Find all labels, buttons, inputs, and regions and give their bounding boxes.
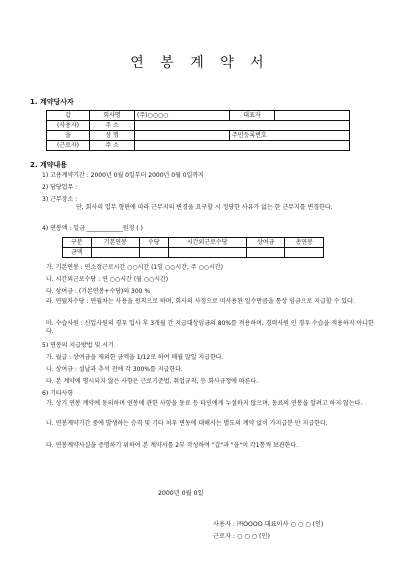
salary-cell: [246, 248, 285, 258]
section-contract-heading: 2. 계약내용: [30, 161, 68, 169]
location: 3) 근무장소 :: [42, 196, 78, 203]
salary-note-probation: 마. 수습사원 : 신입사원의 경우 입사 후 3개월 간 지급대상임금의 80%를 적용하며, 경력사원 인 경우 수습을 적용하지 아니한다.: [46, 320, 374, 335]
salary-note-base: 가. 기본연봉 : 연소정근로시간 ○○시간 (1일 ○○시간, 주 ○○시간): [46, 264, 223, 271]
duty: 2) 담당업무 :: [42, 184, 78, 191]
other-heading: 6) 기타사항: [42, 390, 74, 397]
parties-table: [46, 110, 350, 151]
contract-date: 2000년 0월 0일: [158, 490, 204, 497]
payment-note-other: 다. 본 계약에 명시되지 않은 사항은 근로기준법, 취업규칙, 등 회사규정에 따른다.: [46, 378, 259, 385]
salary-header-base: 기본연봉: [91, 238, 139, 248]
salary-header-total: 총연봉: [285, 238, 324, 248]
salary-cell: [168, 248, 246, 258]
employee-name-value: [135, 131, 230, 141]
employee-label-top: 을: [47, 131, 90, 141]
salary-row-label: 금액: [63, 248, 92, 258]
representative-label: 대표자: [230, 111, 275, 121]
company-name-label: 회사명: [90, 111, 135, 121]
contract-period: 1) 고용계약기간 : 2000년 0월 0일부터 2000년 0월 0일까지: [42, 172, 204, 179]
payment-note-bonus: 나. 상여금 : 설날과 추석 전에 각 300%를 지급한다.: [46, 366, 183, 373]
location-note: 단, 회사의 업무 형편에 따라 근무지의 변경을 요구할 시 정당한 사유가 없는 한 근무지를 변경한다.: [76, 204, 333, 211]
payment-heading: 5) 연봉의 지급방법 및 시기: [42, 342, 114, 349]
employee-signature-line: 근로자 : ○ ○ ○ (인): [213, 533, 270, 540]
salary-cell: [140, 248, 169, 258]
salary-cell: [91, 248, 139, 258]
employer-label-top: 갑: [47, 111, 90, 121]
representative-value: [275, 111, 350, 121]
other-note-provisional: 나. 연봉계약기간 중에 발생하는 승격 및 기타 처우 변동에 대해서는 별도의 계약 없이 가지급분 만 지급한다.: [46, 420, 328, 427]
salary-header-bonus: 상여금: [246, 238, 285, 248]
salary-header-overtime: 시간외근로수당: [168, 238, 246, 248]
employee-name-label: 성 명: [90, 131, 135, 141]
resident-number-label: 주민등록번호: [230, 131, 350, 141]
section-parties-heading: 1. 계약당사자: [30, 98, 74, 106]
employee-address-value: [135, 141, 350, 151]
other-note-copies: 다. 연봉계약사실을 증명하기 위하여 본 계약서를 2부 작성하여 "갑"과 "을"이 각1통씩 보관한다.: [46, 442, 299, 449]
company-name-value: (주)○○○○: [135, 111, 230, 121]
document-title: 연 봉 계 약 서: [130, 55, 270, 71]
employee-address-label: 주 소: [90, 141, 135, 151]
salary-table: [62, 237, 324, 258]
employer-label-bottom: (사용자): [47, 121, 90, 131]
salary-note-bonus: 다. 상여금 : (기본연봉+수당)의 300 %: [46, 288, 151, 295]
employer-address-label: 주 소: [90, 121, 135, 131]
payment-note-monthly: 가. 월급 : 상여금을 제외한 금액을 1/12로 하여 매월 말일 지급한다.: [46, 354, 224, 361]
employee-label-bottom: (근로자): [47, 141, 90, 151]
employer-signature-line: 사용자 : ㈜OOOO 대표이사 ○ ○ ○ (인): [213, 521, 324, 528]
salary-header-allowance: 수당: [140, 238, 169, 248]
salary-line: 4) 연봉액 : 일금 ____________원정 ( ): [42, 225, 143, 232]
employer-address-value: [135, 121, 350, 131]
other-note-confidential: 가. 상기 연봉 계약에 동의하며 연봉에 관한 사항을 동료 등 타인에게 누설하지 않으며, 동료의 연봉을 알려고 하지 않는다.: [46, 400, 363, 407]
salary-note-overtime: 나. 시간외근로수당 : 연 ○○시간 (월 ○○시간): [46, 276, 169, 283]
salary-header-type: 구분: [63, 238, 92, 248]
salary-note-leave: 라. 연월차수당 : 연월차는 사용을 원칙으로 하며, 회사의 사정으로 미사용된 일수만큼을 통상 임금으로 지급할 수 있다.: [46, 298, 355, 305]
salary-cell: [285, 248, 324, 258]
